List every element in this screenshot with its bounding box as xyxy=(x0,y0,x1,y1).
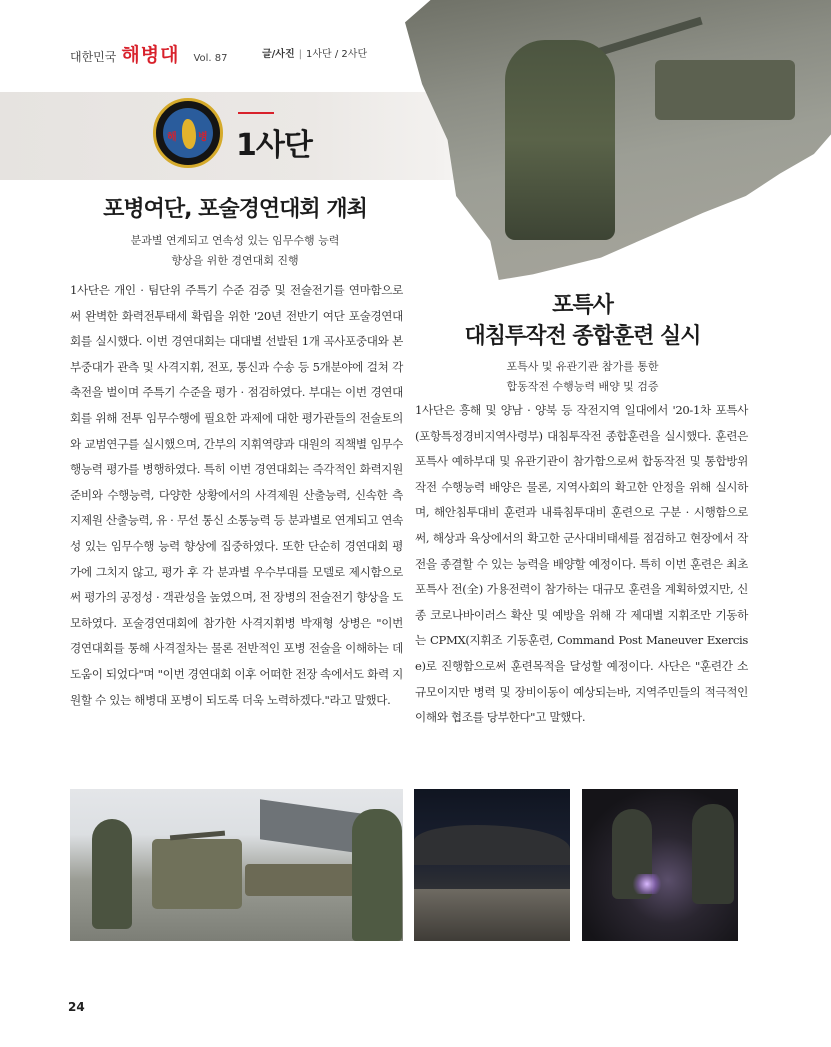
volume-number: Vol. 87 xyxy=(193,53,228,64)
page-number: 24 xyxy=(68,1000,85,1014)
night-hill xyxy=(414,825,570,865)
emblem-char-right: 병 xyxy=(198,132,208,143)
howitzer-vehicle xyxy=(152,839,242,909)
hero-soldier xyxy=(505,40,615,240)
foreground-soldier xyxy=(352,809,402,941)
section-title: 1사단 xyxy=(236,128,312,163)
article2-title-line: 포특사 xyxy=(552,293,613,318)
emblem-char-left: 해 xyxy=(167,132,177,143)
page-header xyxy=(70,40,227,64)
night-soldier-right xyxy=(692,804,734,904)
brand-country: 대한민국 xyxy=(70,50,117,64)
article2-subtitle xyxy=(415,357,750,397)
division-emblem xyxy=(153,98,223,168)
article2-subtitle-line: 포특사 및 유관기관 참가를 통한 xyxy=(506,360,659,373)
byline xyxy=(262,45,367,60)
hero-photo xyxy=(405,0,831,280)
emblem-map-icon xyxy=(182,119,196,149)
byline-separator: | xyxy=(298,49,303,60)
night-coast-photo xyxy=(414,789,570,941)
article1-subtitle xyxy=(70,231,400,271)
article1-title: 포병여단, 포술경연대회 개최 xyxy=(103,197,367,222)
emblem-inner xyxy=(163,108,213,158)
night-beach xyxy=(414,889,570,941)
artillery-photo xyxy=(70,789,403,941)
article2-body: 1사단은 흥해 및 양남 · 양북 등 작전지역 일대에서 '20-1차 포특사(포항특정경비지역사령부) 대침투작전 종합훈련을 실시했다. 훈련은 포특사 예하부대 및 유관기관이 참가함으로써 합동작전 및 통합방위작전 수행능력 배양은 물론, 지역사회의 확고한 안정을 위해 실시하며, 해안침투대비 훈련과 내륙침투대비 훈련으로 구분 · 시행함으로써, 해상과 육상에서의 확고한 군사대비태세를 점검하고 현장에서 작전을 종결할 수 있는 능력을 배양할 예정이다. 특히 이번 훈련은 최초 포특사 전(全) 가용전력이 참가하는 대규모 훈련을 계획하였지만, 신종 코로나바이러스 확산 및 예방을 위해 각 제대별 지휘조만 기동하는 CPMX(지휘조 기동훈련, Command Post Maneuver Exercise)로 진행함으로써 훈련목적을 달성할 예정이다. 사단은 "훈련간 소규모이지만 병력 및 장비이동이 예상되는바, 지역주민들의 적극적인 이해와 협조를 당부한다"고 말했다. xyxy=(415,403,748,725)
article2-subtitle-line: 합동작전 수행능력 배양 및 검증 xyxy=(506,380,659,393)
title-accent-line xyxy=(238,112,274,114)
article1-subtitle-line: 향상을 위한 경연대회 진행 xyxy=(171,254,299,267)
brand-logo: 해병대 xyxy=(121,44,180,66)
byline-label: 글/사진 xyxy=(262,49,295,60)
article1-body: 1사단은 개인 · 팀단위 주특기 수준 검증 및 전술전기를 연마함으로써 완벽한 화력전투태세 확립을 위한 '20년 전반기 여단 포술경연대회를 실시했다. 이번 경연대회는 대대별 선발된 1개 곡사포중대와 본부중대가 관측 및 사격지휘, 전포, 통신과 수송 등 5개분야에 걸쳐 각축전을 벌이며 주특기 수준을 평가 · 점검하였다. 부대는 이번 경연대회를 위해 전투 임무수행에 필요한 과제에 대한 평가관들의 전술토의와 교범연구를 실시했으며, 간부의 지휘역량과 대원의 직책별 임무수행능력 평가를 병행하였다. 특히 이번 경연대회는 즉각적인 화력지원 준비와 수행능력, 다양한 상황에서의 사격제원 산출능력, 신속한 측지제원 산출능력, 유 · 무선 통신 소통능력 등 분과별로 연계되고 연속성 있는 임무수행 능력 향상에 집중하였다. 또한 단순히 경연대회 평가에 그치지 않고, 평가 후 각 분과별 우수부대를 모델로 제시함으로써 평가의 공정성 · 객관성을 높였으며, 전 장병의 전술전기 향상을 도모하였다. 포술경연대회에 참가한 사격지휘병 박재형 상병은 "이번 경연대회를 통해 사격절차는 물론 전반적인 포병 전술을 이해하는 데 도움이 되었다"며 "이번 경연대회 이후 어떠한 전장 속에서도 화력 지원할 수 있는 해병대 포병이 되도록 더욱 노력하겠다."라고 말했다. xyxy=(70,283,403,707)
article1-subtitle-line: 분과별 연계되고 연속성 있는 임무수행 능력 xyxy=(130,234,340,247)
night-command-photo xyxy=(582,789,738,941)
signaling-soldier xyxy=(92,819,132,929)
article2-title-line: 대침투작전 종합훈련 실시 xyxy=(464,324,701,349)
article2-title xyxy=(415,290,750,352)
red-light-glow xyxy=(632,874,662,894)
byline-value: 1사단 / 2사단 xyxy=(306,49,368,60)
howitzer-vehicle-rear xyxy=(245,864,355,896)
hero-tank xyxy=(655,60,795,120)
